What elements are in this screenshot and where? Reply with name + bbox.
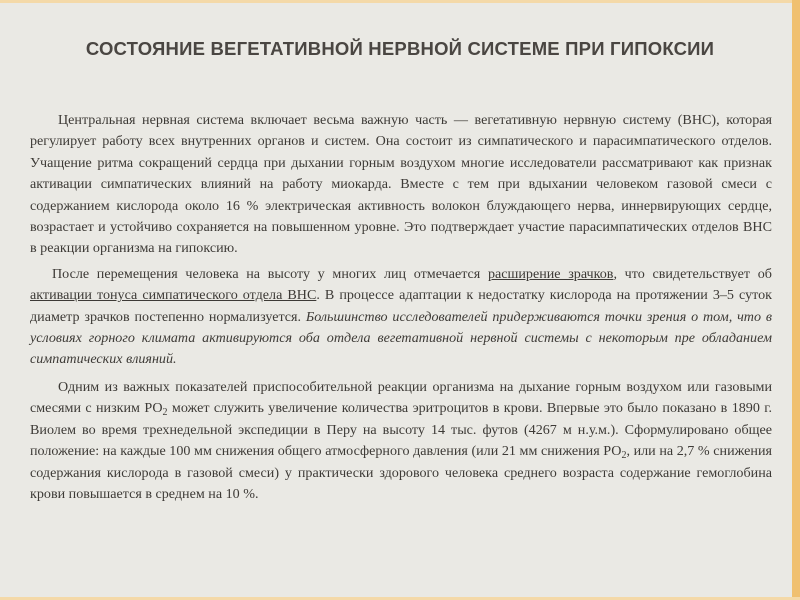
top-accent-bar [0, 0, 800, 3]
slide-body [30, 110, 772, 509]
paragraph-3 [30, 377, 772, 505]
right-accent-bar [792, 0, 800, 600]
paragraph-2 [30, 264, 772, 371]
link-pupil-dilation[interactable]: расширение зрачков [487, 265, 614, 282]
paragraph-3-text-3: , или на 2,7 % снижения содержания кислорода в газовой смеси) у практически здорового человека среднего возраста содержание гемоглобина крови повышается в среднем на 10 %. [30, 443, 772, 502]
subscript-1: 2 [162, 407, 168, 419]
paragraph-3-text-2: может служить увеличение количества эритроцитов в крови. Впервые это было показано в 1890 г. Виолем во время трехнедельной экспедиции в Перу на высоту 14 тыс. футов (4267 м н.у.м.). Сформулировано общее положение: на каждые 100 мм снижения общего атмосферного давления (или 21 мм снижения РО [30, 400, 772, 460]
paragraph-2-text-3: . В процессе адаптации к недостатку кислорода на протяжении 3–5 суток диаметр зрачков постепенно нормализуется. [30, 287, 772, 325]
subscript-2: 2 [621, 450, 627, 462]
paragraph-2-text-2: , что свидетельствует об [613, 265, 772, 282]
paragraph-3-text-1: Одним из важных показателей приспособительной реакции организма на дыхание горным воздухом или газовыми смесями с низким РО [30, 378, 772, 417]
paragraph-2-text-1: После перемещения человека на высоту у многих лиц отмечается [52, 265, 488, 282]
link-sympathetic-activation[interactable]: активации тонуса симпатического отдела ВНС [30, 287, 317, 304]
paragraph-1: Центральная нервная система включает весьма важную часть — вегетативную нервную систему (ВНС), которая регулирует работу всех внутренних органов и систем. Она состоит из симпатического и парасимпатического отделов. Учащение ритма сокращений сердца при дыхании горным воздухом многие исследователи рассматривают как признак активации симпатических влияний на работу миокарда. Вместе с тем при вдыхании человеком газовой смеси с содержанием кислорода около 16 % электрическая активность волокон блуждающего нерва, иннервирующих сердце, возрастает и устойчиво сохраняется на повышенном уровне. Это подтверждает участие парасимпатических отделов ВНС в реакции организма на гипоксию. [30, 112, 772, 257]
paragraph-2-italic: Большинство исследователей придерживаются точки зрения о том, что в условиях горного климата активируются оба отдела вегетативной нервной системы с некоторым пре обладанием симпатических влияний. [30, 308, 772, 368]
slide-title: СОСТОЯНИЕ ВЕГЕТАТИВНОЙ НЕРВНОЙ СИСТЕМЕ ПРИ ГИПОКСИИ [85, 38, 715, 59]
